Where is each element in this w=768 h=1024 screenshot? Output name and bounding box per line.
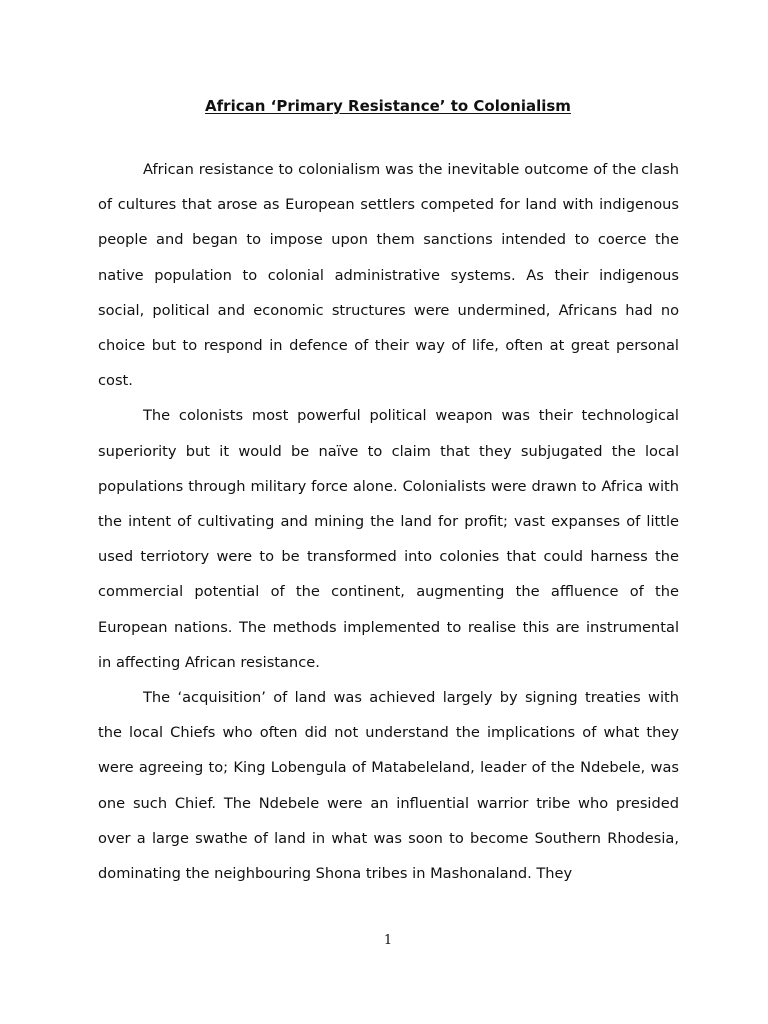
page-number: 1 [383, 933, 393, 948]
document-title: African ‘Primary Resistance’ to Colonialism [205, 97, 571, 115]
paragraph-2: The colonists most powerful political weapon was their technological superiority but it would be naïve to claim that they subjugated the local populations through military force alone. Colonialists were drawn to Africa with the intent of cultivating and mining the land for profit; vast expanses of little used terriotory were to be transformed into colonies that could harness the commercial potential of the continent, augmenting the affluence of the European nations. The methods implemented to realise this are instrumental in affecting African resistance. [98, 407, 679, 671]
paragraph-1: African resistance to colonialism was the inevitable outcome of the clash of cultures that arose as European settlers competed for land with indigenous people and began to impose upon them sanctions intended to coerce the native population to colonial administrative systems. As their indigenous social, political and economic structures were undermined, Africans had no choice but to respond in defence of their way of life, often at great personal cost. [98, 161, 679, 390]
paragraph-3: The ‘acquisition’ of land was achieved largely by signing treaties with the local Chiefs who often did not understand the implications of what they were agreeing to; King Lobengula of Matabeleland, leader of the Ndebele, was one such Chief. The Ndebele were an influential warrior tribe who presided over a large swathe of land in what was soon to become Southern Rhodesia, dominating the neighbouring Shona tribes in Mashonaland. They [98, 689, 679, 883]
document-body [98, 152, 679, 891]
